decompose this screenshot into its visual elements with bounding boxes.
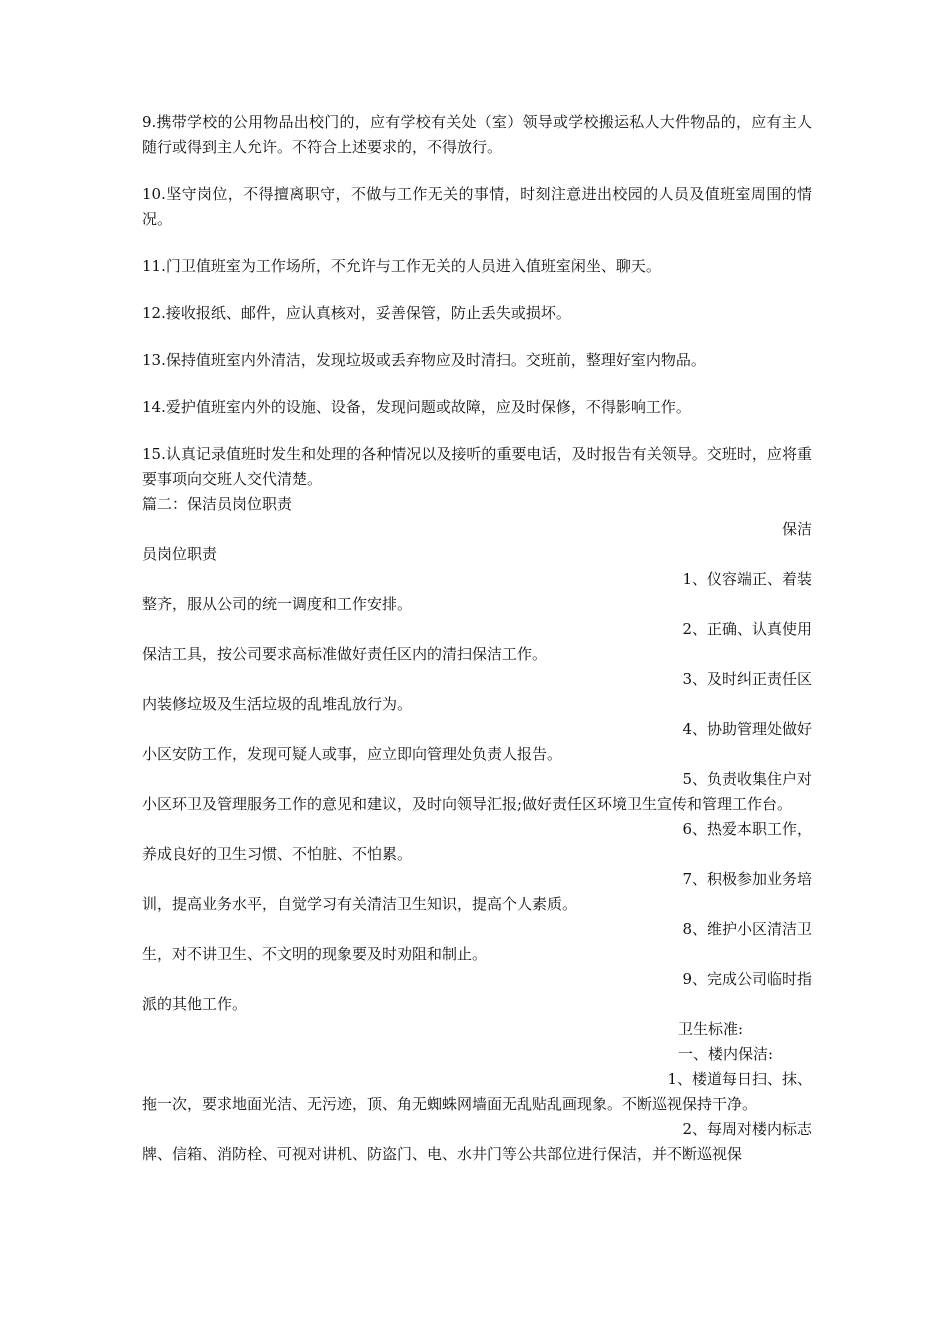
- duty-6-tail: 养成良好的卫生习惯、不怕脏、不怕累。: [142, 845, 413, 863]
- duty-8-tail: 生，对不讲卫生、不文明的现象要及时劝阻和制止。: [142, 945, 488, 963]
- duty-7-head: 7、积极参加业务培: [682, 870, 812, 888]
- section-title-right: 保洁: [781, 520, 812, 538]
- paragraph-9: 9.携带学校的公用物品出校门的，应有学校有关处（室）领导或学校搬运私人大件物品的，应有主人随行或得到主人允许。不符合上述要求的，不得放行。: [142, 113, 812, 156]
- paragraph-10: 10.坚守岗位，不得擅离职守，不做与工作无关的事情，时刻注意进出校园的人员及值班室周围的情况。: [142, 185, 812, 228]
- duty-7-tail: 训，提高业务水平，自觉学习有关清洁卫生知识，提高个人素质。: [142, 895, 578, 913]
- hygiene-title: 卫生标准:: [678, 1020, 744, 1038]
- duty-3-head: 3、及时纠正责任区: [682, 670, 812, 688]
- duty-2-tail: 保洁工具，按公司要求高标准做好责任区内的清扫保洁工作。: [142, 645, 548, 663]
- duty-1-head: 1、仪容端正、着装: [682, 570, 812, 588]
- duty-3-tail: 内装修垃圾及生活垃圾的乱堆乱放行为。: [142, 695, 413, 713]
- hygiene-item-1-tail: 拖一次，要求地面光洁、无污迹，顶、角无蜘蛛网墙面无乱贴乱画现象。不断巡视保持干净。: [142, 1095, 758, 1113]
- duty-6-head: 6、热爱本职工作，: [682, 820, 812, 838]
- duty-9-head: 9、完成公司临时指: [682, 970, 812, 988]
- paragraph-13: 13.保持值班室内外清洁，发现垃圾或丢弃物应及时清扫。交班前，整理好室内物品。: [142, 351, 706, 369]
- section-heading: 篇二：保洁员岗位职责: [142, 495, 293, 513]
- paragraph-11: 11.门卫值班室为工作场所，不允许与工作无关的人员进入值班室闲坐、聊天。: [142, 257, 661, 275]
- duty-5-tail: 小区环卫及管理服务工作的意见和建议，及时向领导汇报;做好责任区环境卫生宣传和管理工作台。: [142, 795, 793, 813]
- section-title-left: 员岗位职责: [142, 545, 218, 563]
- hygiene-section: 一、楼内保洁:: [678, 1045, 774, 1063]
- paragraph-12: 12.接收报纸、邮件，应认真核对，妥善保管，防止丢失或损坏。: [142, 304, 571, 322]
- duty-4-head: 4、协助管理处做好: [682, 720, 812, 738]
- duty-5-head: 5、负责收集住户对: [682, 770, 812, 788]
- duty-1-tail: 整齐，服从公司的统一调度和工作安排。: [142, 595, 413, 613]
- paragraph-15: 15.认真记录值班时发生和处理的各种情况以及接听的重要电话，及时报告有关领导。交班时，应将重要事项向交班人交代清楚。: [142, 445, 812, 488]
- duty-4-tail: 小区安防工作，发现可疑人或事，应立即向管理处负责人报告。: [142, 745, 563, 763]
- hygiene-item-2-tail: 牌、信箱、消防栓、可视对讲机、防盗门、电、水井门等公共部位进行保洁，并不断巡视保: [142, 1145, 743, 1163]
- paragraph-14: 14.爱护值班室内外的设施、设备，发现问题或故障，应及时保修，不得影响工作。: [142, 398, 691, 416]
- duty-2-head: 2、正确、认真使用: [682, 620, 812, 638]
- hygiene-item-1-head: 1、楼道每日扫、抹、: [667, 1070, 812, 1088]
- duty-9-tail: 派的其他工作。: [142, 995, 248, 1013]
- duty-8-head: 8、维护小区清洁卫: [682, 920, 812, 938]
- hygiene-item-2-head: 2、每周对楼内标志: [682, 1120, 812, 1138]
- document-page: [142, 110, 812, 1167]
